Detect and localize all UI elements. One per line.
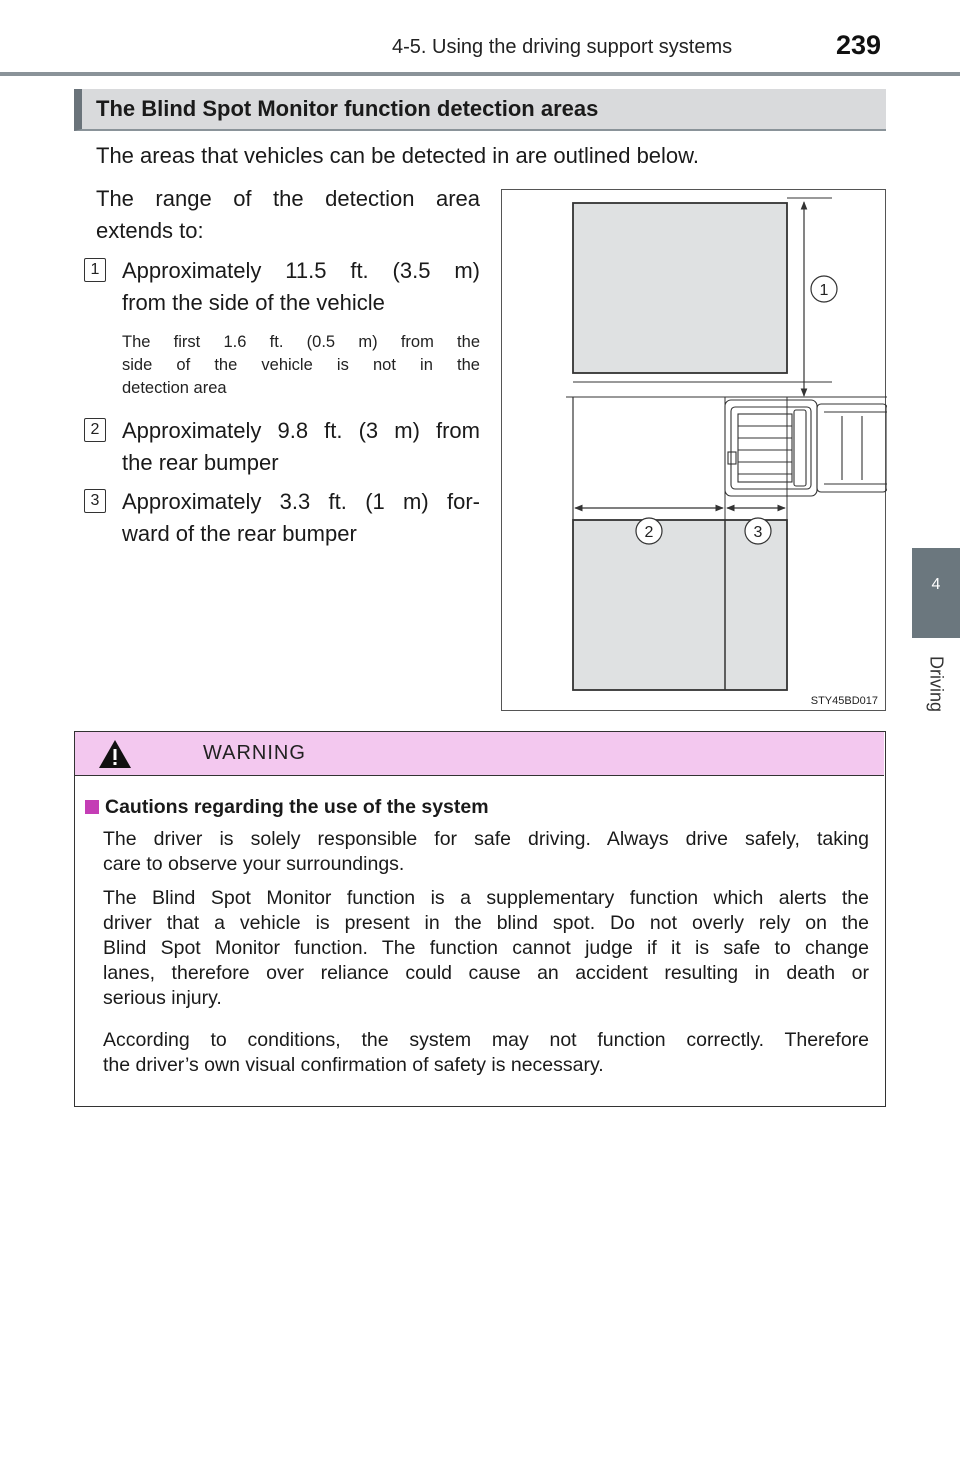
- item-2-text: [122, 415, 480, 479]
- item-1-note: [122, 331, 480, 400]
- warning-p1-line2: care to observe your surroundings.: [103, 853, 405, 875]
- warning-p2-line2: driver that a vehicle is present in the blind spot. Do not overly rely on the: [103, 912, 869, 934]
- callout-2-label: 2: [644, 524, 654, 541]
- item-number-3: 3: [84, 489, 106, 513]
- callout-1: [811, 276, 837, 302]
- item-3-line2: ward of the rear bumper: [122, 521, 357, 546]
- figure-code: STY45BD017: [810, 695, 878, 707]
- callout-2: [636, 518, 662, 544]
- chapter-label: Driving: [926, 655, 947, 713]
- item-3-text: [122, 486, 480, 550]
- running-header-title: 4-5. Using the driving support systems: [392, 36, 733, 58]
- warning-triangle-icon: [97, 738, 133, 770]
- section-heading: [74, 89, 886, 131]
- item-1-line1: Approximately 11.5 ft. (3.5 m): [122, 258, 480, 283]
- warning-title: WARNING: [203, 742, 306, 764]
- range-text-line2: extends to:: [96, 218, 204, 243]
- header-rule: [0, 72, 960, 76]
- caution-heading: [85, 796, 489, 819]
- item-2-line2: the rear bumper: [122, 450, 279, 475]
- section-heading-text: The Blind Spot Monitor function detection areas: [96, 96, 599, 121]
- warning-paragraph-1: [103, 827, 869, 877]
- warning-p1-line1: The driver is solely responsible for safe driving. Always drive safely, taking: [103, 828, 869, 850]
- item-1-line2: from the side of the vehicle: [122, 290, 385, 315]
- warning-p3-line2: the driver’s own visual confirmation of safety is necessary.: [103, 1054, 604, 1076]
- warning-paragraph-2: [103, 886, 869, 1011]
- warning-p2-line4: lanes, therefore over reliance could cause an accident resulting in death or: [103, 962, 869, 984]
- chapter-tab: [912, 548, 960, 638]
- item-1-note-line3: detection area: [122, 379, 227, 397]
- rear-detection-zone: [573, 520, 787, 690]
- item-3-line1: Approximately 3.3 ft. (1 m) for-: [122, 489, 480, 514]
- warning-p2-line1: The Blind Spot Monitor function is a supplementary function which alerts the: [103, 887, 869, 909]
- warning-paragraph-3: [103, 1028, 869, 1078]
- item-1-note-line2: side of the vehicle is not in the: [122, 356, 480, 374]
- side-detection-zone: [573, 203, 787, 373]
- item-1-note-line1: The first 1.6 ft. (0.5 m) from the: [122, 333, 480, 351]
- caution-heading-text: Cautions regarding the use of the system: [105, 796, 489, 818]
- warning-p2-line5: serious injury.: [103, 987, 222, 1009]
- item-number-2: 2: [84, 418, 106, 442]
- range-text-line1: The range of the detection area: [96, 186, 480, 211]
- warning-p3-line1: According to conditions, the system may not function correctly. Therefore: [103, 1029, 869, 1051]
- item-number-1: 1: [84, 258, 106, 282]
- detection-area-figure: [501, 189, 886, 711]
- callout-1-label: 1: [819, 282, 829, 299]
- chapter-number: 4: [931, 576, 941, 593]
- item-2-line1: Approximately 9.8 ft. (3 m) from: [122, 418, 480, 443]
- intro-text: The areas that vehicles can be detected in are outlined below.: [96, 143, 699, 168]
- detection-area-diagram: [502, 190, 887, 712]
- callout-3: [745, 518, 771, 544]
- callout-3-label: 3: [753, 524, 763, 541]
- warning-box: [74, 731, 886, 1107]
- warning-p2-line3: Blind Spot Monitor function. The function cannot judge if it is safe to change: [103, 937, 869, 959]
- item-1-text: [122, 255, 480, 319]
- vehicle-illustration: [725, 400, 887, 496]
- warning-header: [75, 732, 884, 776]
- page-number: 239: [836, 30, 882, 60]
- bullet-square-icon: [85, 800, 99, 814]
